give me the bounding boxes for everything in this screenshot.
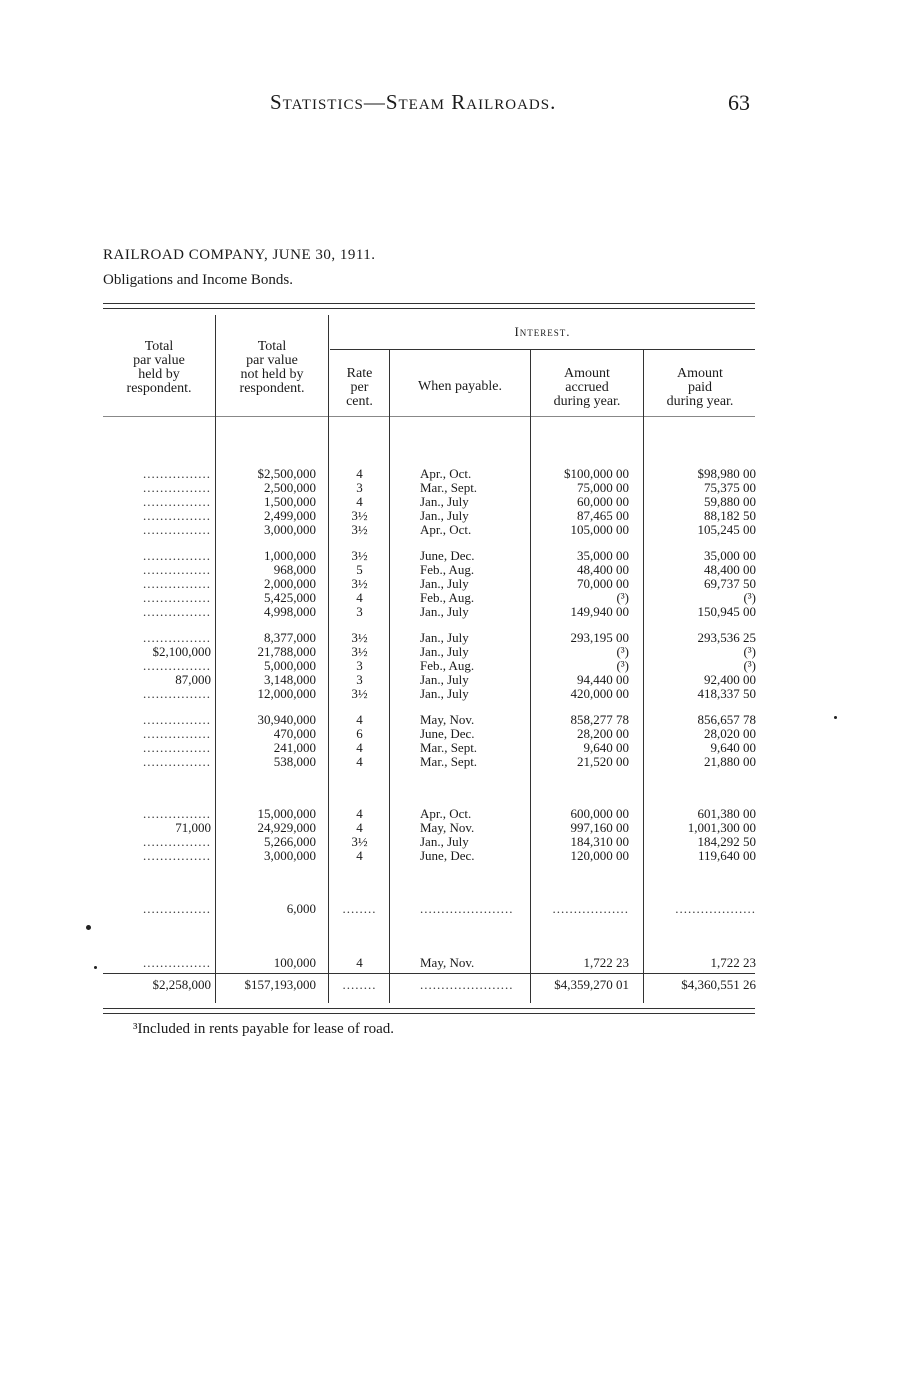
cell-accrued: .................. <box>552 901 629 916</box>
cell-not-held: 4,998,000 <box>264 604 316 619</box>
cell-when: June, Dec. <box>420 848 475 863</box>
cell-when: May, Nov. <box>420 712 475 727</box>
cell-accrued: 600,000 00 <box>570 806 629 821</box>
cell-accrued: 48,400 00 <box>577 562 629 577</box>
cell-held: ................ <box>143 848 211 863</box>
cell-rate: 4 <box>356 955 363 970</box>
cell-rate: 3 <box>356 604 363 619</box>
top-double-rule-2 <box>103 308 755 309</box>
cell-when: Apr., Oct. <box>420 806 472 821</box>
cell-not-held: 24,929,000 <box>257 820 316 835</box>
cell-held: ................ <box>143 630 211 645</box>
cell-accrued: 21,520 00 <box>577 754 629 769</box>
cell-not-held: 2,500,000 <box>264 480 316 495</box>
column-divider-2 <box>328 315 329 1003</box>
cell-rate: 4 <box>356 740 363 755</box>
cell-rate: 4 <box>356 848 363 863</box>
cell-not-held: 3,000,000 <box>264 848 316 863</box>
column-divider-3 <box>389 350 390 1003</box>
header-accrued: Amount accrued during year. <box>553 366 621 409</box>
cell-rate: 4 <box>356 806 363 821</box>
cell-not-held: 12,000,000 <box>257 686 316 701</box>
cell-paid: (³) <box>743 590 756 605</box>
cell-held: ................ <box>143 726 211 741</box>
header-held: Total par value held by respondent. <box>126 339 192 396</box>
cell-held: ................ <box>143 522 211 537</box>
cell-paid: 1,001,300 00 <box>687 820 756 835</box>
cell-not-held: 2,000,000 <box>264 576 316 591</box>
cell-paid: 92,400 00 <box>704 672 756 687</box>
cell-when: May, Nov. <box>420 820 475 835</box>
cell-when: Apr., Oct. <box>420 466 472 481</box>
cell-accrued: 149,940 00 <box>570 604 629 619</box>
cell-when: Jan., July <box>420 576 469 591</box>
cell-held: $2,258,000 <box>152 977 211 992</box>
cell-not-held: 538,000 <box>273 754 316 769</box>
cell-accrued: 60,000 00 <box>577 494 629 509</box>
cell-rate: ........ <box>342 901 377 916</box>
cell-accrued: 997,160 00 <box>570 820 629 835</box>
cell-held: ................ <box>143 901 211 916</box>
header-rate: Rate per cent. <box>346 366 373 409</box>
cell-held: ................ <box>143 658 211 673</box>
cell-when: Feb., Aug. <box>420 590 475 605</box>
cell-accrued: 1,722 23 <box>583 955 629 970</box>
cell-not-held: 3,148,000 <box>264 672 316 687</box>
cell-rate: 3½ <box>351 576 368 591</box>
bottom-double-rule-2 <box>103 1013 755 1014</box>
cell-when: Jan., July <box>420 686 469 701</box>
cell-held: ................ <box>143 740 211 755</box>
cell-not-held: 5,425,000 <box>264 590 316 605</box>
cell-rate: 4 <box>356 466 363 481</box>
cell-held: 71,000 <box>175 820 211 835</box>
header-when: When payable. <box>418 379 502 394</box>
cell-when: ...................... <box>420 901 514 916</box>
cell-paid: 184,292 50 <box>697 834 756 849</box>
bottom-double-rule-1 <box>103 1008 755 1009</box>
cell-not-held: 241,000 <box>273 740 316 755</box>
cell-paid: (³) <box>743 658 756 673</box>
cell-rate: 4 <box>356 754 363 769</box>
cell-held: ................ <box>143 604 211 619</box>
cell-when: Feb., Aug. <box>420 562 475 577</box>
cell-accrued: $100,000 00 <box>564 466 629 481</box>
cell-paid: 59,880 00 <box>704 494 756 509</box>
cell-rate: 3 <box>356 658 363 673</box>
cell-when: Jan., July <box>420 834 469 849</box>
cell-rate: 3½ <box>351 686 368 701</box>
cell-held: $2,100,000 <box>152 644 211 659</box>
cell-when: Feb., Aug. <box>420 658 475 673</box>
cell-accrued: 35,000 00 <box>577 548 629 563</box>
cell-accrued: 858,277 78 <box>570 712 629 727</box>
cell-when: Mar., Sept. <box>420 740 478 755</box>
cell-paid: 601,380 00 <box>697 806 756 821</box>
cell-when: Jan., July <box>420 672 469 687</box>
cell-held: ................ <box>143 955 211 970</box>
cell-accrued: 75,000 00 <box>577 480 629 495</box>
cell-not-held: 1,500,000 <box>264 494 316 509</box>
cell-held: ................ <box>143 466 211 481</box>
cell-not-held: 5,000,000 <box>264 658 316 673</box>
cell-rate: 3½ <box>351 548 368 563</box>
cell-paid: 88,182 50 <box>704 508 756 523</box>
cell-rate: 4 <box>356 494 363 509</box>
totals-top-rule <box>103 973 755 974</box>
cell-when: June, Dec. <box>420 726 475 741</box>
cell-held: ................ <box>143 712 211 727</box>
cell-when: Jan., July <box>420 508 469 523</box>
cell-held: ................ <box>143 508 211 523</box>
cell-accrued: 28,200 00 <box>577 726 629 741</box>
cell-paid: $98,980 00 <box>697 466 756 481</box>
cell-paid: 418,337 50 <box>697 686 756 701</box>
cell-rate: 5 <box>356 562 363 577</box>
interest-rule <box>330 349 755 350</box>
cell-paid: 48,400 00 <box>704 562 756 577</box>
cell-rate: ........ <box>342 977 377 992</box>
cell-rate: 3½ <box>351 522 368 537</box>
cell-paid: 35,000 00 <box>704 548 756 563</box>
header-interest: Interest. <box>514 324 571 339</box>
header-bottom-rule <box>103 416 755 417</box>
cell-paid: 9,640 00 <box>710 740 756 755</box>
cell-not-held: 968,000 <box>273 562 316 577</box>
cell-rate: 6 <box>356 726 363 741</box>
cell-paid: 119,640 00 <box>697 848 756 863</box>
running-head: Statistics—Steam Railroads. <box>270 90 557 114</box>
cell-held: ................ <box>143 686 211 701</box>
cell-when: Jan., July <box>420 494 469 509</box>
cell-not-held: 100,000 <box>273 955 316 970</box>
cell-accrued: 9,640 00 <box>583 740 629 755</box>
cell-not-held: 6,000 <box>286 901 316 916</box>
cell-paid: 21,880 00 <box>704 754 756 769</box>
page-number: 63 <box>728 90 750 115</box>
cell-not-held: 3,000,000 <box>264 522 316 537</box>
cell-paid: 150,945 00 <box>697 604 756 619</box>
header-paid: Amount paid during year. <box>666 366 734 409</box>
cell-accrued: 293,195 00 <box>570 630 629 645</box>
cell-held: ................ <box>143 806 211 821</box>
cell-not-held: 21,788,000 <box>257 644 316 659</box>
cell-accrued: 87,465 00 <box>577 508 629 523</box>
cell-rate: 3½ <box>351 834 368 849</box>
cell-accrued: 120,000 00 <box>570 848 629 863</box>
cell-held: ................ <box>143 548 211 563</box>
cell-paid: 75,375 00 <box>704 480 756 495</box>
cell-not-held: 5,266,000 <box>264 834 316 849</box>
speck <box>834 716 837 719</box>
cell-when: May, Nov. <box>420 955 475 970</box>
table-subtitle: Obligations and Income Bonds. <box>103 272 293 288</box>
cell-held: ................ <box>143 754 211 769</box>
speck <box>94 966 97 969</box>
cell-paid: ................... <box>675 901 756 916</box>
cell-when: Jan., July <box>420 604 469 619</box>
cell-held: ................ <box>143 576 211 591</box>
cell-rate: 3 <box>356 480 363 495</box>
cell-held: ................ <box>143 494 211 509</box>
cell-paid: $4,360,551 26 <box>681 977 756 992</box>
cell-accrued: (³) <box>616 644 629 659</box>
cell-rate: 4 <box>356 712 363 727</box>
cell-rate: 3½ <box>351 644 368 659</box>
cell-when: Jan., July <box>420 630 469 645</box>
cell-rate: 3½ <box>351 508 368 523</box>
speck <box>86 925 91 930</box>
cell-accrued: 184,310 00 <box>570 834 629 849</box>
header-not-held: Total par value not held by respondent. <box>239 339 305 396</box>
cell-when: June, Dec. <box>420 548 475 563</box>
cell-paid: 293,536 25 <box>697 630 756 645</box>
cell-held: ................ <box>143 590 211 605</box>
cell-paid: 856,657 78 <box>697 712 756 727</box>
cell-rate: 3 <box>356 672 363 687</box>
cell-rate: 3½ <box>351 630 368 645</box>
cell-not-held: $2,500,000 <box>257 466 316 481</box>
cell-held: ................ <box>143 834 211 849</box>
top-double-rule-1 <box>103 303 755 304</box>
cell-not-held: $157,193,000 <box>244 977 316 992</box>
cell-when: Apr., Oct. <box>420 522 472 537</box>
cell-not-held: 15,000,000 <box>257 806 316 821</box>
cell-not-held: 1,000,000 <box>264 548 316 563</box>
table-title: RAILROAD COMPANY, JUNE 30, 1911. <box>103 247 376 263</box>
cell-held: ................ <box>143 480 211 495</box>
cell-accrued: 420,000 00 <box>570 686 629 701</box>
cell-rate: 4 <box>356 820 363 835</box>
cell-when: Mar., Sept. <box>420 480 478 495</box>
cell-not-held: 30,940,000 <box>257 712 316 727</box>
cell-accrued: $4,359,270 01 <box>554 977 629 992</box>
cell-held: 87,000 <box>175 672 211 687</box>
cell-paid: 1,722 23 <box>710 955 756 970</box>
cell-paid: (³) <box>743 644 756 659</box>
cell-when: Mar., Sept. <box>420 754 478 769</box>
cell-paid: 105,245 00 <box>697 522 756 537</box>
cell-accrued: 70,000 00 <box>577 576 629 591</box>
cell-not-held: 2,499,000 <box>264 508 316 523</box>
cell-not-held: 470,000 <box>273 726 316 741</box>
cell-accrued: 94,440 00 <box>577 672 629 687</box>
cell-accrued: (³) <box>616 590 629 605</box>
cell-when: ...................... <box>420 977 514 992</box>
cell-rate: 4 <box>356 590 363 605</box>
cell-accrued: (³) <box>616 658 629 673</box>
footnote: ³Included in rents payable for lease of road. <box>133 1021 395 1037</box>
cell-not-held: 8,377,000 <box>264 630 316 645</box>
cell-paid: 28,020 00 <box>704 726 756 741</box>
cell-when: Jan., July <box>420 644 469 659</box>
cell-paid: 69,737 50 <box>704 576 756 591</box>
cell-held: ................ <box>143 562 211 577</box>
cell-accrued: 105,000 00 <box>570 522 629 537</box>
